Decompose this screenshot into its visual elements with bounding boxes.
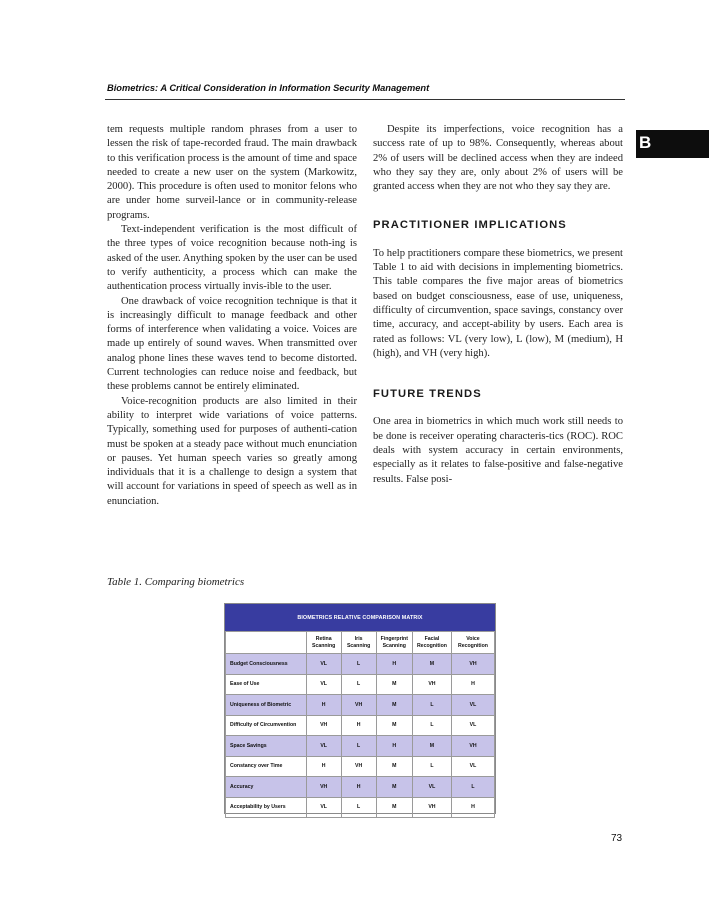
table-row: [226, 715, 495, 736]
rating-cell: L: [451, 777, 494, 798]
right-column: [373, 123, 623, 487]
page-number: 73: [611, 833, 623, 844]
rating-cell: VL: [306, 797, 341, 818]
rating-cell: M: [376, 777, 412, 798]
row-label: Budget Consciousness: [226, 654, 307, 675]
right-paragraph-1: Despite its imperfections, voice recognition has a success rate of up to 98%. Consequently, whereas about 2% of users will be declined access when they are indeed who they say they are, only about 2% of users will be granted access when they are not who they say they are.: [373, 124, 623, 193]
rating-cell: M: [376, 695, 412, 716]
left-paragraph-4: Voice-recognition products are also limited in their ability to interpret wide variations of voice patterns. Typically, something used for purposes of authenti-cation must be spoken at a steady pace without much enunciation or pauses. Yet human speech varies so greatly among individuals that it is a challenge to design a system that will account for variations in speed of speech as well as in enunciation.: [107, 395, 357, 507]
rating-cell: VH: [341, 695, 376, 716]
rating-cell: L: [412, 695, 451, 716]
rating-cell: H: [451, 674, 494, 695]
column-header: [451, 632, 494, 654]
rating-cell: L: [341, 736, 376, 757]
rating-cell: VL: [412, 777, 451, 798]
rating-cell: VL: [451, 695, 494, 716]
rating-cell: H: [376, 736, 412, 757]
table-row: [226, 674, 495, 695]
comparison-matrix: [224, 603, 496, 814]
rating-cell: L: [341, 654, 376, 675]
rating-cell: VL: [306, 736, 341, 757]
rating-cell: H: [341, 715, 376, 736]
rating-cell: VH: [341, 756, 376, 777]
rating-cell: L: [412, 756, 451, 777]
left-paragraph-3: One drawback of voice recognition technique is that it is increasingly difficult to manage feedback and other forms of interference when validating a voice. Voices are made up entirely of sound waves. When transmitted over analog phone lines these waves tend to become distorted. Current technologies can reduce noise and feedback, but these problems cannot be entirely eliminated.: [107, 295, 357, 393]
rating-cell: VL: [451, 756, 494, 777]
rating-cell: H: [341, 777, 376, 798]
matrix-corner-cell: [226, 632, 307, 654]
rating-cell: L: [412, 715, 451, 736]
running-title: Biometrics: A Critical Consideration in Information Security Management: [107, 83, 430, 93]
left-paragraph-2: Text-independent verification is the most difficult of the three types of voice recognition because noth-ing is asked of the user. Anything spoken by the user can be used to verify authenticity, a process which can make the authentication process virtually invis-ible to the user.: [107, 224, 357, 293]
matrix-title: BIOMETRICS RELATIVE COMPARISON MATRIX: [225, 604, 495, 631]
right-paragraph-3: One area in biometrics in which much work still needs to be done is receiver operating characteris-tics (ROC). ROC deals with system accuracy in certain environments, especially as it relates to false-positive and false-negative results. False posi-: [373, 416, 623, 485]
practitioner-implications-heading: PRACTITIONER IMPLICATIONS: [373, 219, 567, 232]
rating-cell: M: [376, 756, 412, 777]
row-label: Accuracy: [226, 777, 307, 798]
rating-cell: VH: [412, 797, 451, 818]
table-caption: Table 1. Comparing biometrics: [107, 576, 245, 588]
rating-cell: H: [306, 695, 341, 716]
row-label: Space Savings: [226, 736, 307, 757]
section-tab: B: [636, 130, 709, 158]
row-label: Ease of Use: [226, 674, 307, 695]
rating-cell: M: [412, 736, 451, 757]
row-label: Difficulty of Circumvention: [226, 715, 307, 736]
column-header-line: Voice: [466, 636, 480, 642]
matrix-header-row: [226, 632, 495, 654]
rating-cell: M: [412, 654, 451, 675]
table-row: [226, 756, 495, 777]
rating-cell: M: [376, 674, 412, 695]
column-header-line: Retina: [315, 636, 332, 642]
rating-cell: H: [376, 654, 412, 675]
rating-cell: L: [341, 797, 376, 818]
column-header: [376, 632, 412, 654]
rating-cell: M: [376, 797, 412, 818]
header-rule: [105, 99, 625, 100]
row-label: Uniqueness of Biometric: [226, 695, 307, 716]
column-header-line: Fingerprint: [380, 636, 408, 642]
rating-cell: H: [306, 756, 341, 777]
column-header: [412, 632, 451, 654]
row-label: Constancy over Time: [226, 756, 307, 777]
future-trends-heading: FUTURE TRENDS: [373, 388, 482, 401]
column-header-line: Scanning: [346, 642, 371, 649]
rating-cell: VL: [451, 715, 494, 736]
rating-cell: VL: [306, 654, 341, 675]
table-row: [226, 736, 495, 757]
column-header-line: Iris: [354, 636, 363, 642]
rating-cell: VH: [412, 674, 451, 695]
matrix-table: [225, 631, 495, 818]
column-header-line: Facial: [424, 636, 440, 642]
left-paragraph-1: tem requests multiple random phrases from a user to lessen the risk of tape-recorded fraud. The main drawback to this verification process is the amount of time and space needed to create a new user on the system (Markowitz, 2000). This procedure is often used to monitor felons who are under home surveil-lance or in community-release programs.: [107, 124, 357, 221]
rating-cell: VL: [306, 674, 341, 695]
right-paragraph-2: To help practitioners compare these biometrics, we present Table 1 to aid with decisions in implementing biometrics. This table compares the five major areas of biometrics based on budget consciousness, ease of use, uniqueness, difficulty of circumvention, space savings, constancy over time, accuracy, and accept-ability by users. Each area is rated as follows: VL (very low), L (low), M (medium), H (high), and VH (very high).: [373, 247, 623, 359]
column-header-line: Recognition: [416, 642, 447, 649]
rating-cell: H: [451, 797, 494, 818]
rating-cell: L: [341, 674, 376, 695]
table-row: [226, 777, 495, 798]
column-header-line: Scanning: [382, 642, 406, 649]
rating-cell: VH: [306, 715, 341, 736]
table-row: [226, 695, 495, 716]
table-row: [226, 797, 495, 818]
table-row: [226, 654, 495, 675]
rating-cell: VH: [451, 736, 494, 757]
column-header-line: Recognition: [457, 642, 488, 649]
row-label: Acceptability by Users: [226, 797, 307, 818]
rating-cell: VH: [451, 654, 494, 675]
rating-cell: VH: [306, 777, 341, 798]
left-column: [107, 123, 357, 509]
column-header: [341, 632, 376, 654]
column-header: [306, 632, 341, 654]
column-header-line: Scanning: [311, 642, 336, 649]
rating-cell: M: [376, 715, 412, 736]
